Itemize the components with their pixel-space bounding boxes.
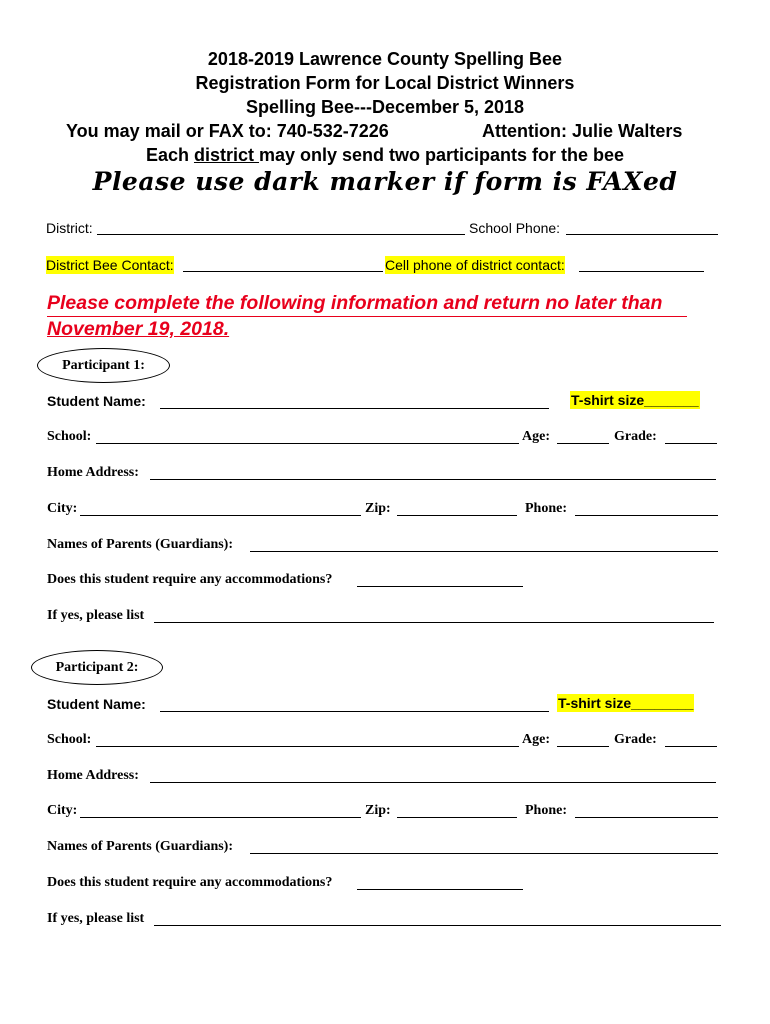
deadline-notice bbox=[47, 291, 687, 342]
attention-line: Attention: Julie Walters bbox=[482, 121, 683, 141]
p1-school-field[interactable] bbox=[96, 443, 519, 444]
district-bee-contact-label: District Bee Contact: bbox=[46, 257, 174, 273]
cell-phone-field[interactable] bbox=[579, 271, 704, 272]
district-bee-contact-field[interactable] bbox=[183, 271, 383, 272]
p2-phone-field[interactable] bbox=[575, 817, 718, 818]
p2-tshirt-blank: ________ bbox=[631, 695, 694, 711]
p2-accommodations-label: Does this student require any accommodations? bbox=[47, 875, 333, 890]
p2-zip-label: Zip: bbox=[365, 803, 391, 818]
p2-city-label: City: bbox=[47, 803, 78, 818]
limit-text-start: Each bbox=[145, 145, 194, 165]
cell-phone-label: Cell phone of district contact: bbox=[385, 257, 565, 273]
p1-zip-label: Zip: bbox=[365, 501, 391, 516]
p2-school-field[interactable] bbox=[96, 746, 519, 747]
p1-age-label: Age: bbox=[522, 429, 550, 444]
p1-tshirt-size[interactable] bbox=[570, 391, 700, 409]
p1-grade-label: Grade: bbox=[614, 429, 657, 444]
p1-tshirt-blank: _______ bbox=[644, 392, 699, 408]
limit-text-end: may only send two participants for the bee bbox=[258, 145, 625, 165]
title-line-3: Spelling Bee---December 5, 2018 bbox=[245, 97, 525, 117]
p1-accommodations-label: Does this student require any accommodations? bbox=[47, 572, 333, 587]
district-field[interactable] bbox=[97, 234, 465, 235]
title-line-2: Registration Form for Local District Winners bbox=[195, 73, 575, 93]
p2-phone-label: Phone: bbox=[525, 803, 567, 818]
p1-zip-field[interactable] bbox=[397, 515, 517, 516]
p1-phone-field[interactable] bbox=[575, 515, 718, 516]
p2-tshirt-label: T-shirt size bbox=[558, 695, 632, 711]
p2-zip-field[interactable] bbox=[397, 817, 517, 818]
p1-grade-field[interactable] bbox=[665, 443, 717, 444]
p1-student-name-label: Student Name: bbox=[47, 393, 146, 409]
p2-parents-label: Names of Parents (Guardians): bbox=[47, 839, 234, 854]
deadline-line-2: November 19, 2018. bbox=[47, 318, 230, 340]
p2-accommodations-list-label: If yes, please list bbox=[47, 911, 145, 926]
p2-home-address-label: Home Address: bbox=[47, 768, 139, 783]
p1-home-address-field[interactable] bbox=[150, 479, 716, 480]
p1-age-field[interactable] bbox=[557, 443, 609, 444]
district-label: District: bbox=[46, 220, 93, 236]
p2-student-name-field[interactable] bbox=[160, 711, 549, 712]
p2-age-field[interactable] bbox=[557, 746, 609, 747]
p1-city-field[interactable] bbox=[80, 515, 361, 516]
p1-phone-label: Phone: bbox=[525, 501, 567, 516]
p2-accommodations-field[interactable] bbox=[357, 889, 523, 890]
participant-1-title: Participant 1: bbox=[37, 348, 170, 383]
mail-fax-instruction: You may mail or FAX to: 740-532-7226 bbox=[66, 121, 389, 141]
limit-text-district: district bbox=[193, 145, 259, 165]
school-phone-field[interactable] bbox=[566, 234, 718, 235]
participant-2-title: Participant 2: bbox=[31, 650, 163, 685]
deadline-line-1: Please complete the following information and return no later than bbox=[47, 291, 687, 317]
p2-tshirt-size[interactable] bbox=[557, 694, 694, 712]
p2-parents-field[interactable] bbox=[250, 853, 718, 854]
p2-school-label: School: bbox=[47, 732, 92, 747]
p1-tshirt-label: T-shirt size bbox=[571, 392, 645, 408]
p1-accommodations-list-label: If yes, please list bbox=[47, 608, 145, 623]
p2-home-address-field[interactable] bbox=[150, 782, 716, 783]
p1-accommodations-field[interactable] bbox=[357, 586, 523, 587]
p1-parents-field[interactable] bbox=[250, 551, 718, 552]
p1-school-label: School: bbox=[47, 429, 92, 444]
p1-parents-label: Names of Parents (Guardians): bbox=[47, 537, 234, 552]
fax-marker-note: Please use dark marker if form is FAXed bbox=[92, 167, 678, 196]
p1-accommodations-list-field[interactable] bbox=[154, 622, 714, 623]
p2-grade-field[interactable] bbox=[665, 746, 717, 747]
p2-student-name-label: Student Name: bbox=[47, 696, 146, 712]
p2-grade-label: Grade: bbox=[614, 732, 657, 747]
title-line-1: 2018-2019 Lawrence County Spelling Bee bbox=[207, 49, 563, 69]
p1-student-name-field[interactable] bbox=[160, 408, 549, 409]
school-phone-label: School Phone: bbox=[469, 220, 561, 236]
p2-age-label: Age: bbox=[522, 732, 550, 747]
p1-home-address-label: Home Address: bbox=[47, 465, 139, 480]
participant-limit-note bbox=[0, 143, 770, 167]
p1-city-label: City: bbox=[47, 501, 78, 516]
p2-accommodations-list-field[interactable] bbox=[154, 925, 721, 926]
p2-city-field[interactable] bbox=[80, 817, 361, 818]
